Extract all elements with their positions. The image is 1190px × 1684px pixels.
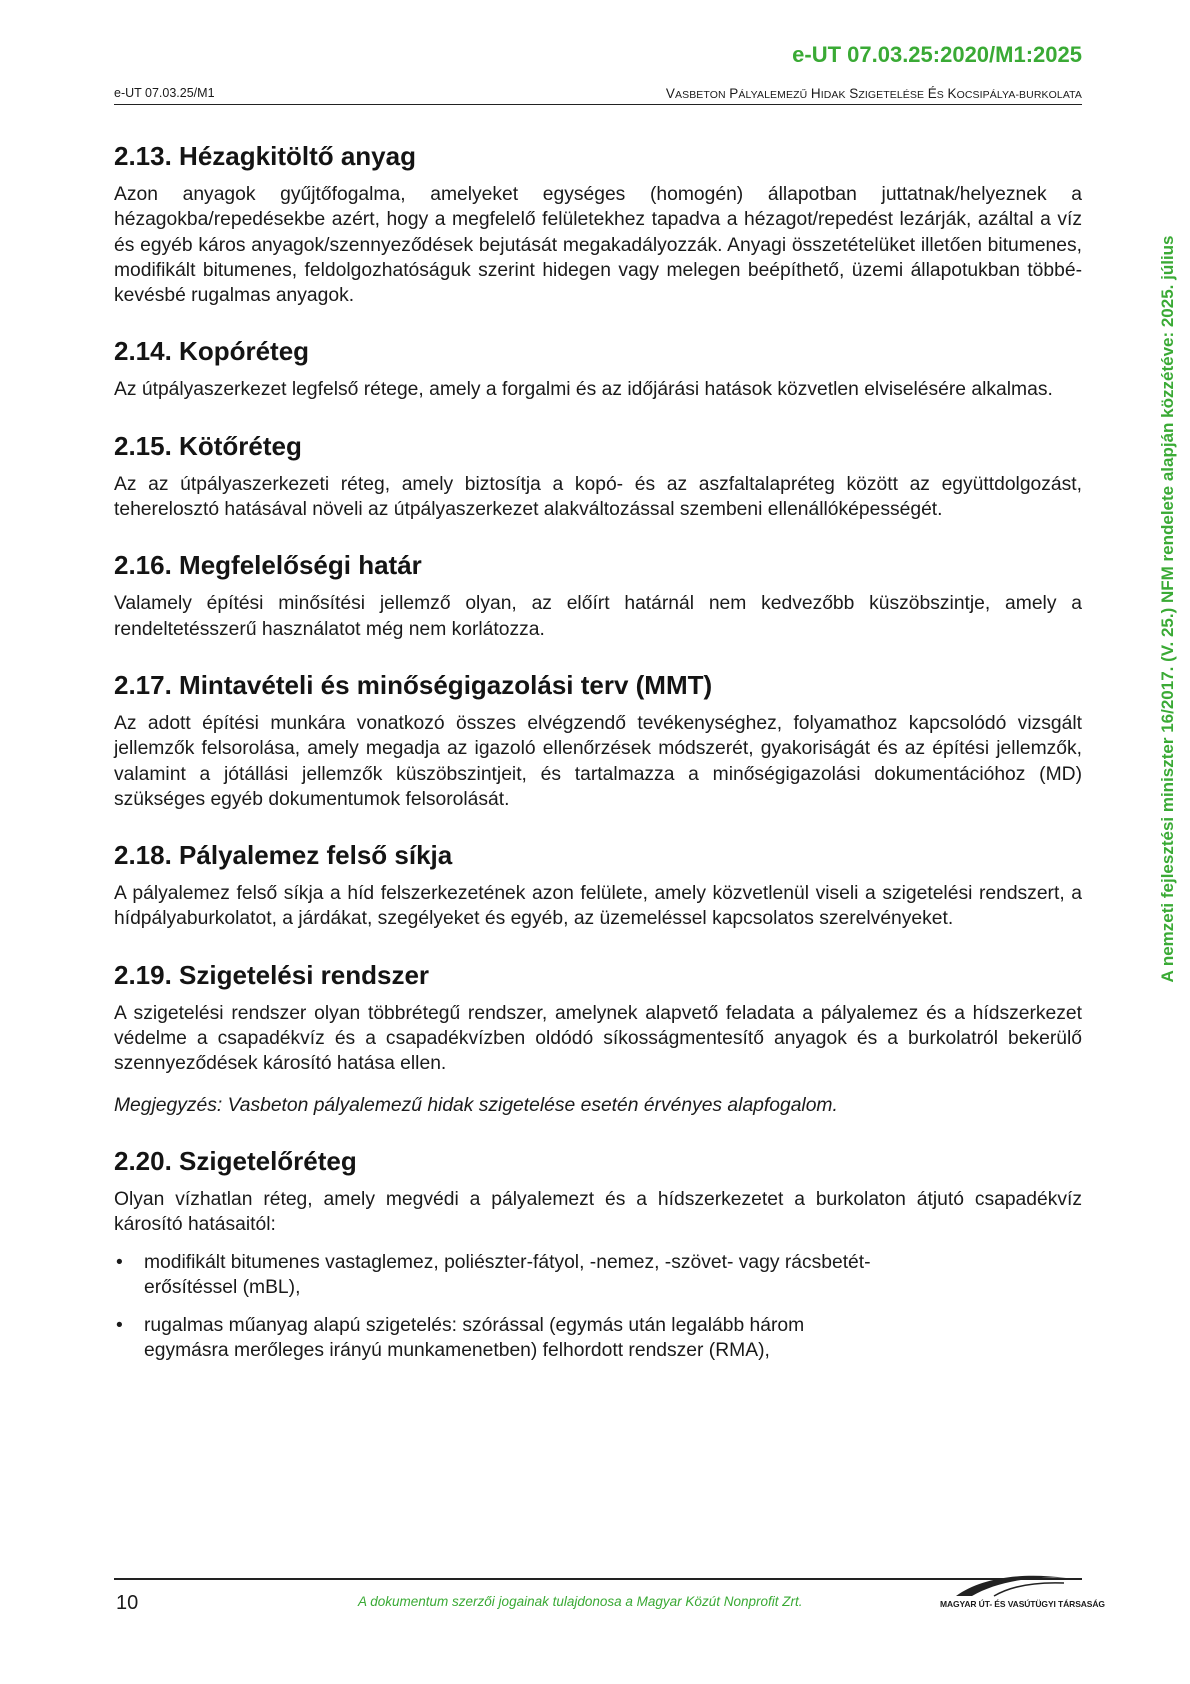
section-title: 2.18. Pályalemez felső síkja	[114, 840, 453, 871]
section-2-13	[114, 140, 1082, 308]
bullet-icon: •	[116, 1251, 123, 1273]
document-code: e-UT 07.03.25:2020/M1:2025	[792, 42, 1082, 67]
section-title: 2.13. Hézagkitöltő anyag	[114, 141, 416, 171]
header-right	[666, 86, 1082, 101]
section-title: 2.17. Mintavételi és minőségigazolási terv (MMT)	[114, 669, 713, 700]
bullet-icon: •	[116, 1315, 123, 1337]
section-body: Az útpályaszerkezet legfelső rétege, amely a forgalmi és az időjárási hatások közvetlen elviselésére alkalmas.	[114, 379, 1053, 401]
list-item	[114, 1313, 879, 1364]
section-2-16	[114, 549, 1082, 642]
section-title: 2.19. Szigetelési rendszer	[114, 959, 430, 990]
section-body: Valamely építési minősítési jellemző olyan, az előírt határnál nem kedvezőbb küszöbszintje, amely a rendeltetésszerű használatot még nem korlátozza.	[114, 593, 1082, 640]
section-2-15	[114, 430, 1082, 523]
section-title: 2.14. Kopóréteg	[114, 336, 310, 367]
section-title: 2.15. Kötőréteg	[114, 430, 302, 461]
section-2-17	[114, 669, 1082, 812]
section-body: Olyan vízhatlan réteg, amely megvédi a pályalemezt és a hídszerkezetet a burkolaton átjutó csapadékvíz károsító hatásaitól:	[114, 1188, 1082, 1236]
list-item-text: rugalmas műanyag alapú szigetelés: szórással (egymás után legalább három egymásra merőleges irányú munkamenetben) felhordott rendszer (RMA),	[144, 1315, 805, 1362]
header-right-text: VASBETON PÁLYALEMEZŰ HIDAK SZIGETELÉSE ÉS KOCSIPÁLYA-BURKOLATA	[665, 86, 1082, 101]
logo-text: MAGYAR ÚT- ÉS VASÚTÜGYI TÁRSASÁG	[940, 1599, 1105, 1609]
list-item	[114, 1250, 879, 1301]
section-body: A pályalemez felső síkja a híd felszerkezetének azon felülete, amely közvetlenül viseli a szigetelési rendszert, a hídpályaburkolatot, a járdákat, szegélyeket és egyéb, az üzemeléssel kapcsolatos szerelvényeket.	[114, 883, 1082, 930]
section-2-18	[114, 839, 1082, 932]
section-title: 2.20. Szigetelőréteg	[114, 1145, 357, 1176]
list-item-text: modifikált bitumenes vastaglemez, poliészter-fátyol, -nemez, -szövet- vagy rácsbetét-erősítéssel (mBL),	[144, 1251, 871, 1298]
header-left: e-UT 07.03.25/M1	[114, 86, 215, 100]
section-body: Azon anyagok gyűjtőfogalma, amelyeket egységes (homogén) állapotban juttatnak/helyeznek a hézagokba/repedésekbe azért, hogy a megfelelő felületekhez tapadva a hézagot/repedést lezárják, azáltal a víz és egyéb káros anyagok/szennyeződések bejutását megakadályozzák. Anyagi összetételüket illetően bitumenes, modifikált bitumenes, feldolgozhatóságuk szerint hidegen vagy melegen beépíthető, üzemi állapotukban többé-kevésbé rugalmas anyagok.	[114, 184, 1082, 307]
header-rule	[114, 104, 1082, 105]
page-number: 10	[116, 1592, 139, 1614]
side-note: A nemzeti fejlesztési miniszter 16/2017. (V. 25.) NFM rendelete alapján közzétéve: 2025. július	[1158, 235, 1177, 983]
section-note: Megjegyzés: Vasbeton pályalemezű hidak szigetelése esetén érvényes alapfogalom.	[114, 1094, 838, 1116]
section-body: Az adott építési munkára vonatkozó összes elvégzendő tevékenységhez, folyamathoz kapcsolódó vizsgált jellemzők felsorolása, amely megadja az igazoló ellenőrzések módszerét, gyakoriságát és az építési jellemzők, valamint a jótállási jellemzők küszöbszintjeit, és tartalmazza a minőségigazolási dokumentációhoz (MD) szükséges egyéb dokumentumok felsorolását.	[114, 712, 1082, 810]
section-2-20	[114, 1145, 1082, 1364]
copyright-notice: A dokumentum szerzői jogainak tulajdonosa a Magyar Közút Nonprofit Zrt.	[358, 1594, 803, 1609]
content	[114, 140, 1082, 1391]
section-2-19	[114, 959, 1082, 1118]
section-2-14	[114, 335, 1082, 402]
section-body: A szigetelési rendszer olyan többrétegű rendszer, amelynek alapvető feladata a pályalemez és a hídszerkezet védelme a csapadékvíz és a csapadékvízben oldódó síkosságmentesítő anyagok és a burkolatról bekerülő szennyeződések károsító hatása ellen.	[114, 1002, 1082, 1075]
section-body: Az az útpályaszerkezeti réteg, amely biztosítja a kopó- és az aszfaltalapréteg között az együttdolgozást, teherelosztó hatásával növeli az útpályaszerkezet alakváltozással szembeni ellenállóképességét.	[114, 473, 1082, 521]
bullet-list	[114, 1250, 1082, 1364]
section-title: 2.16. Megfelelőségi határ	[114, 550, 422, 581]
